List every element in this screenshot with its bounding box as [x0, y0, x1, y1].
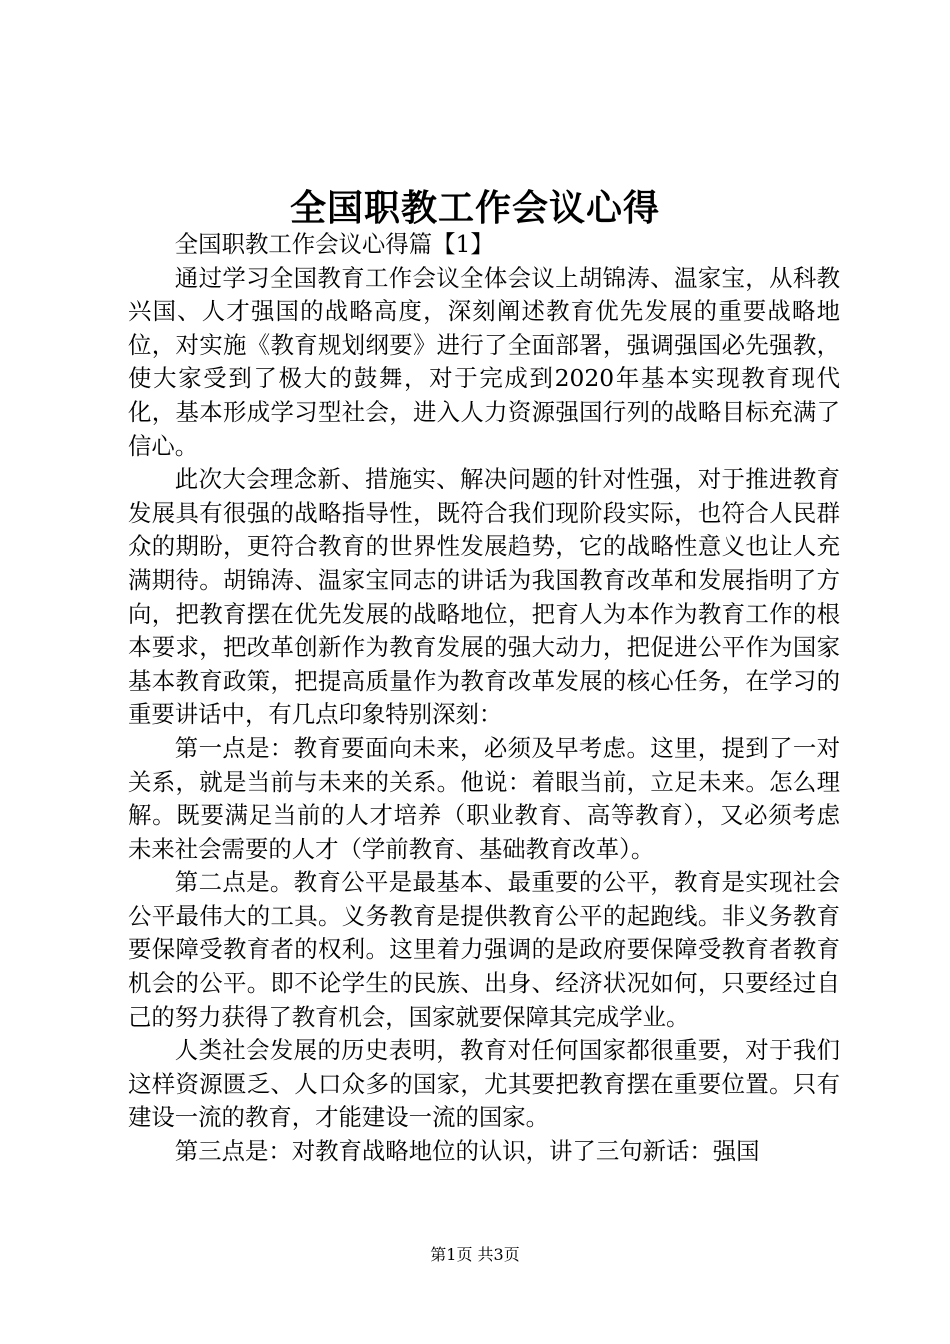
paragraph: 此次大会理念新、措施实、解决问题的针对性强，对于推进教育发展具有很强的战略指导性，既符合我们现阶段实际，也符合人民群众的期盼，更符合教育的世界性发展趋势，它的战略性意义也让人充满期待。胡锦涛、温家宝同志的讲话为我国教育改革和发展指明了方向，把教育摆在优先发展的战略地位，把育人为本作为教育工作的根本要求，把改革创新作为教育发展的强大动力，把促进公平作为国家基本教育政策，把提高质量作为教育改革发展的核心任务，在学习的重要讲话中，有几点印象特别深刻： [128, 465, 840, 729]
paragraph-heading: 全国职教工作会议心得篇【1】 [174, 230, 494, 258]
document-title: 全国职教工作会议心得 [289, 187, 660, 229]
paragraph: 第一点是：教育要面向未来，必须及早考虑。这里，提到了一对关系，就是当前与未来的关系。他说：着眼当前，立足未来。怎么理解。既要满足当前的人才培养（职业教育、高等教育），又必须考虑未来社会需要的人才（学前教育、基础教育改革）。 [128, 733, 840, 863]
document-body [128, 228, 840, 1169]
page-number-footer: 第1页 共3页 [430, 1245, 520, 1264]
paragraph: 通过学习全国教育工作会议全体会议上胡锦涛、温家宝，从科教兴国、人才强国的战略高度，深刻阐述教育优先发展的重要战略地位，对实施《教育规划纲要》进行了全面部署，强调强国必先强教，使大家受到了极大的鼓舞，对于完成到2020年基本实现教育现代化，基本形成学习型社会，进入人力资源强国行列的战略目标充满了信心。 [128, 263, 840, 460]
paragraph: 第三点是：对教育战略地位的认识，讲了三句新话：强国 [174, 1137, 760, 1166]
paragraph: 人类社会发展的历史表明，教育对任何国家都很重要，对于我们这样资源匮乏、人口众多的国家，尤其要把教育摆在重要位置。只有建设一流的教育，才能建设一流的国家。 [128, 1036, 840, 1132]
paragraph: 第二点是。教育公平是最基本、最重要的公平，教育是实现社会公平最伟大的工具。义务教育是提供教育公平的起跑线。非义务教育要保障受教育者的权利。这里着力强调的是政府要保障受教育者教育机会的公平。即不论学生的民族、出身、经济状况如何，只要经过自己的努力获得了教育机会，国家就要保障其完成学业。 [128, 868, 840, 1031]
